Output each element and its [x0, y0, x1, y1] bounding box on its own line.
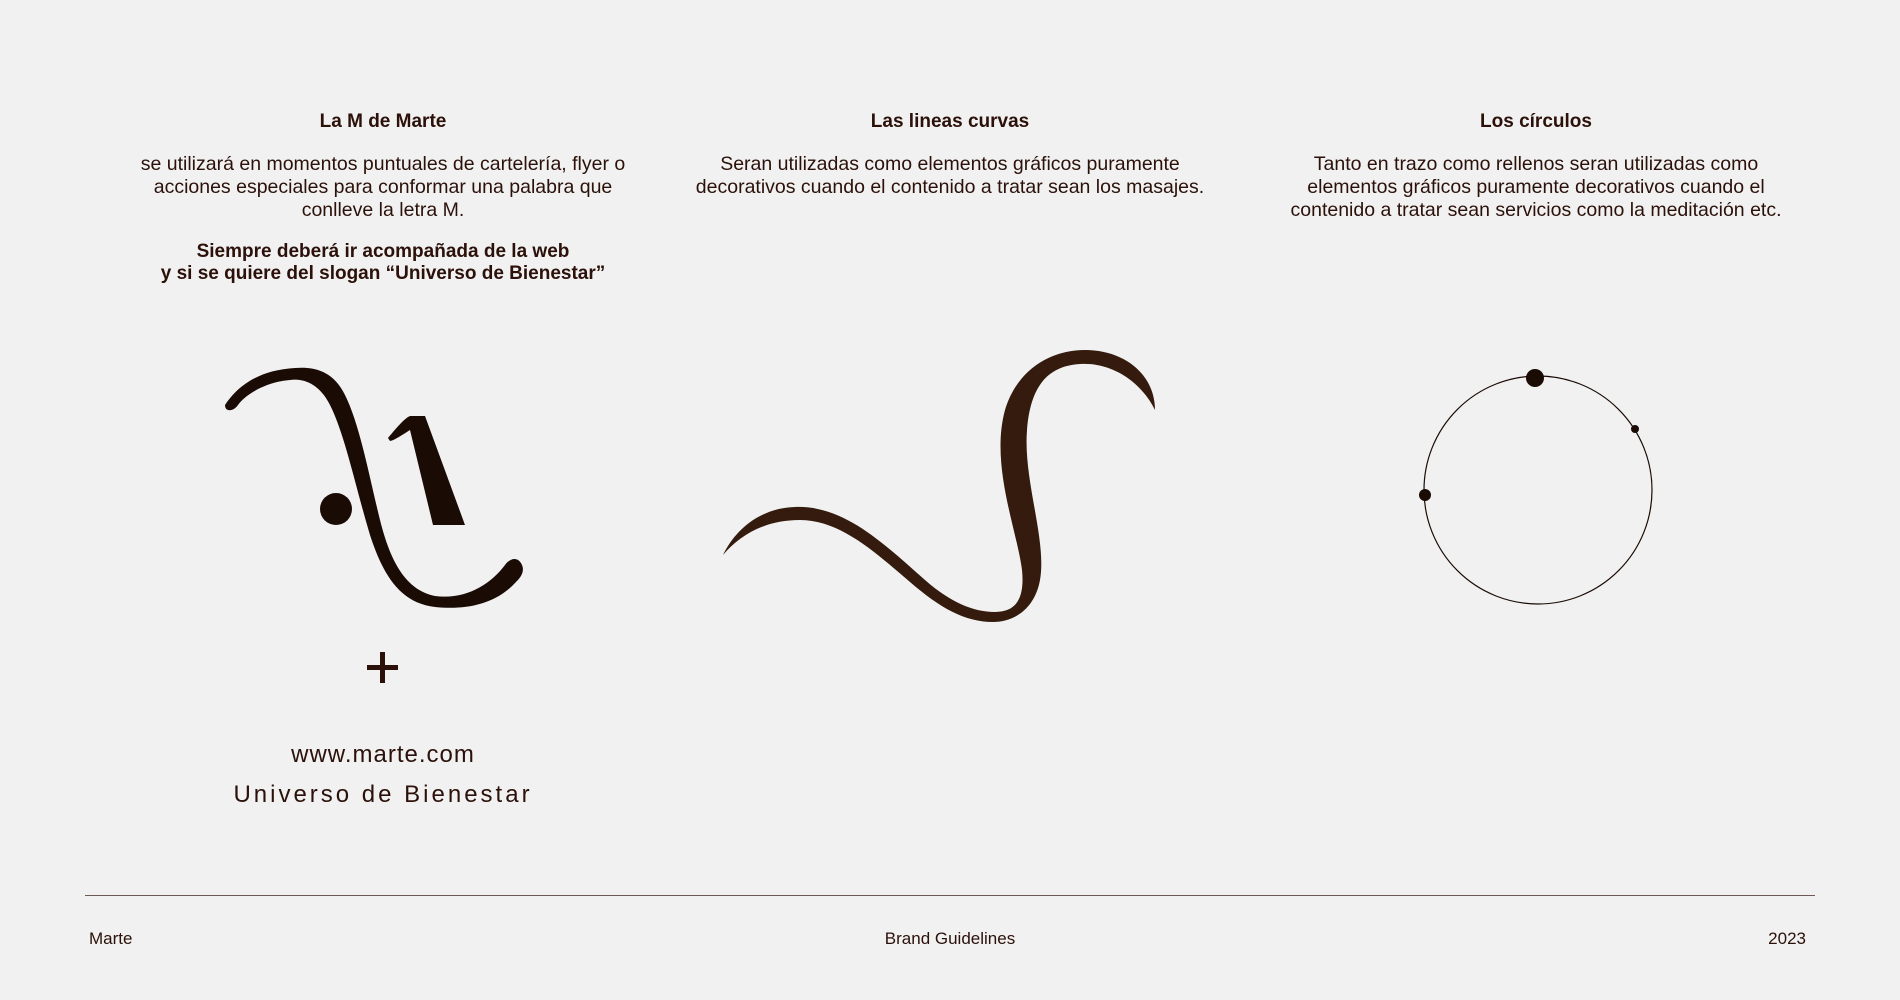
- section-title: Los círculos: [1480, 111, 1592, 132]
- section-note: [123, 241, 643, 285]
- curved-line-graphic-icon: [715, 350, 1165, 630]
- slogan-text: Universo de Bienestar: [233, 781, 533, 808]
- note-line-2: y si se quiere del slogan “Universo de Bienestar”: [160, 263, 606, 284]
- column-m-de-marte: [123, 110, 643, 285]
- website-url: www.marte.com: [291, 741, 475, 768]
- plus-icon: [363, 648, 403, 688]
- footer-title: Brand Guidelines: [884, 929, 1016, 948]
- circle-with-dots-graphic-icon: [1400, 360, 1680, 620]
- footer-brand: Marte: [89, 929, 133, 948]
- footer-divider: [85, 895, 1815, 896]
- section-title: La M de Marte: [319, 111, 447, 132]
- column-lineas-curvas: [690, 110, 1210, 199]
- section-title: Las lineas curvas: [870, 111, 1030, 132]
- m-letter-mark-icon: [220, 360, 550, 610]
- section-description: Tanto en trazo como rellenos seran utilizadas como elementos gráficos puramente decorativos cuando el contenido a tratar sean servicios como la meditación etc.: [1290, 153, 1782, 221]
- column-circulos: [1276, 110, 1796, 222]
- footer-year: 2023: [1768, 929, 1806, 948]
- section-description: se utilizará en momentos puntuales de cartelería, flyer o acciones especiales para conformar una palabra que conlleve la letra M.: [140, 153, 626, 221]
- section-description: Seran utilizadas como elementos gráficos puramente decorativos cuando el contenido a tratar sean los masajes.: [695, 153, 1205, 198]
- note-line-1: Siempre deberá ir acompañada de la web: [196, 241, 570, 262]
